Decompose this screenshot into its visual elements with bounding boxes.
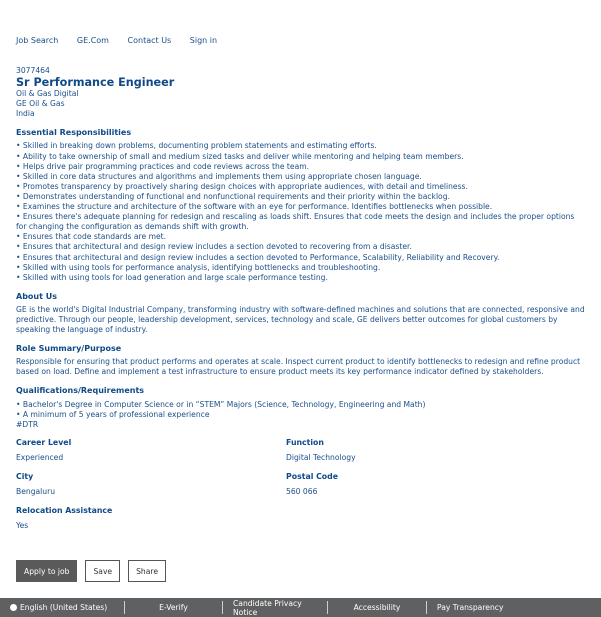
relocation-label: Relocation Assistance xyxy=(16,505,113,515)
job-title: Sr Performance Engineer xyxy=(16,76,175,90)
nav-contact-us[interactable]: Contact Us xyxy=(127,36,172,45)
share-button[interactable]: Share xyxy=(128,560,166,582)
list-item: • Ensures that architectural and design review includes a section devoted to recovering from a disaster. xyxy=(16,242,586,252)
job-location-line-2: GE Oil & Gas xyxy=(16,99,65,109)
language-label: English (United States) xyxy=(20,603,108,612)
list-item: • Bachelor's Degree in Computer Science or in “STEM” Majors (Science, Technology, Engineering and Math) xyxy=(16,400,586,410)
career-level-value: Experienced xyxy=(16,452,64,462)
footer-bar xyxy=(0,598,601,617)
list-item: • Promotes transparency by proactively sharing design choices with appropriate audiences, with detail and timeliness. xyxy=(16,182,586,192)
globe-icon xyxy=(10,604,17,611)
role-summary-text: Responsible for ensuring that product performs and operates at scale. Inspect current product to identify bottlenecks to redesign and refine product based on load. Define and implement a test infrastructure to ensure product meets its key performance indicator defined by stakeholders. xyxy=(16,357,581,377)
top-navigation xyxy=(16,36,233,45)
relocation-value: Yes xyxy=(16,520,29,530)
nav-sign-in[interactable]: Sign in xyxy=(189,36,218,45)
footer-link-pay-transparency[interactable]: Pay Transparency xyxy=(437,603,504,612)
function-value: Digital Technology xyxy=(286,452,356,462)
list-item: • Skilled in breaking down problems, documenting problem statements and estimating efforts. xyxy=(16,141,586,151)
essential-responsibilities-list xyxy=(16,141,586,282)
footer-link-privacy[interactable]: Candidate Privacy Notice xyxy=(223,601,328,614)
nav-job-search[interactable]: Job Search xyxy=(16,36,59,45)
job-attributes xyxy=(16,438,586,540)
list-item: • Ensures that code standards are met. xyxy=(16,232,586,242)
apply-button[interactable]: Apply to job xyxy=(16,560,77,582)
job-actions xyxy=(16,560,166,582)
postal-code-value: 560 066 xyxy=(286,486,318,496)
job-location-line-1: Oil & Gas Digital xyxy=(16,89,79,99)
job-location-line-3: India xyxy=(16,109,35,119)
qualifications-list xyxy=(16,400,586,420)
postal-code-label: Postal Code xyxy=(286,471,339,481)
list-item: • Ability to take ownership of small and medium sized tasks and deliver while mentoring and helping team members. xyxy=(16,152,586,162)
language-selector[interactable] xyxy=(0,601,125,614)
function-label: Function xyxy=(286,437,324,447)
about-us-text: GE is the world's Digital Industrial Company, transforming industry with software-defined machines and solutions that are connected, responsive and predictive. Through our people, leadership development, services, technology and scale, GE delivers better outcomes for global customers by speaking the language of industry. xyxy=(16,304,585,335)
footer-link-accessibility[interactable]: Accessibility xyxy=(328,601,427,614)
list-item: • Skilled with using tools for performance analysis, identifying bottlenecks and troubleshooting. xyxy=(16,263,586,273)
job-details xyxy=(16,66,586,540)
list-item: • Skilled with using tools for load generation and large scale performance testing. xyxy=(16,273,586,283)
qualifications-tag: #DTR xyxy=(16,419,39,429)
list-item: • Skilled in core data structures and algorithms and implements them using appropriate chosen language. xyxy=(16,172,586,182)
city-value: Bengaluru xyxy=(16,486,56,496)
footer-link-everify[interactable]: E-Verify xyxy=(125,601,223,614)
about-us-heading: About Us xyxy=(16,291,57,301)
list-item: • A minimum of 5 years of professional experience xyxy=(16,410,586,420)
list-item: • Ensures that architectural and design review includes a section devoted to Performance, Scalability, Reliability and Recovery. xyxy=(16,253,586,263)
city-label: City xyxy=(16,471,34,481)
job-id: 3077464 xyxy=(16,66,50,75)
list-item: • Demonstrates understanding of functional and nonfunctional requirements and their priority within the backlog. xyxy=(16,192,586,202)
nav-ge-com[interactable]: GE.Com xyxy=(76,36,109,45)
qualifications-heading: Qualifications/Requirements xyxy=(16,386,145,396)
essential-responsibilities-heading: Essential Responsibilities xyxy=(16,128,132,138)
save-button[interactable]: Save xyxy=(85,560,120,582)
role-summary-heading: Role Summary/Purpose xyxy=(16,344,122,354)
list-item: • Examines the structure and architecture of the software with an eye for performance. Identifies bottlenecks when possible. xyxy=(16,202,586,212)
list-item: • Ensures there's adequate planning for redesign and rescaling as loads shift. Ensures that code meets the design and includes the proper options for changing the configuration as demands shift with growth. xyxy=(16,212,586,232)
career-level-label: Career Level xyxy=(16,437,72,447)
list-item: • Helps drive pair programming practices and code reviews across the team. xyxy=(16,162,586,172)
